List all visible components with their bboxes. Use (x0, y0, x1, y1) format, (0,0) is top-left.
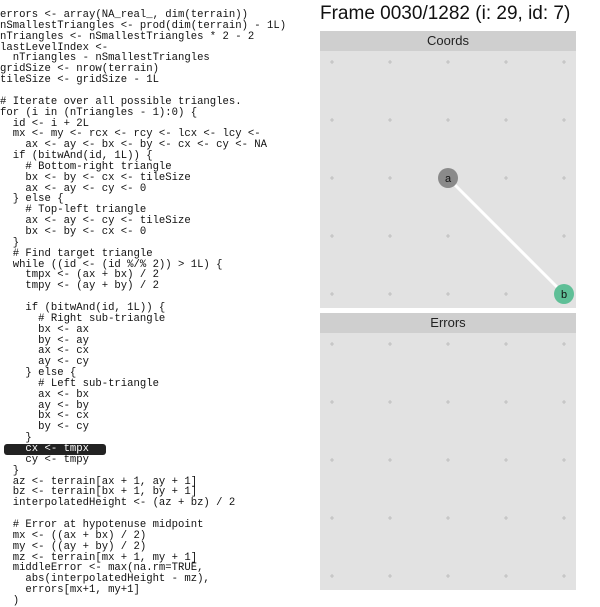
segment-a-b (448, 178, 564, 294)
grid-marker (330, 176, 334, 180)
grid-marker (562, 342, 566, 346)
grid-marker (562, 574, 566, 578)
grid-marker (330, 574, 334, 578)
grid-marker (504, 60, 508, 64)
code-line: tmpy <- (ay + by) / 2 (0, 280, 159, 293)
grid-marker (330, 234, 334, 238)
code-line: for (i in (nTriangles - 1):0) { (0, 106, 198, 119)
code-line: ax <- ay <- bx <- by <- cx <- cy <- NA (0, 139, 268, 152)
code-line: ay <- by (0, 399, 90, 412)
code-line: lastLevelIndex <- (0, 41, 109, 54)
grid-marker (388, 234, 392, 238)
code-line: az <- terrain[ax + 1, ay + 1] (0, 475, 198, 488)
grid-marker (330, 400, 334, 404)
grid-marker (504, 574, 508, 578)
code-line: bz <- terrain[bx + 1, by + 1] (0, 486, 198, 499)
code-line: bx <- ax (0, 323, 90, 336)
point-label-b: b (560, 289, 568, 301)
grid-marker (504, 342, 508, 346)
code-line: middleError <- max(na.rm=TRUE, (0, 562, 204, 575)
code-line: mz <- terrain[mx + 1, my + 1] (0, 551, 198, 564)
grid-marker (388, 400, 392, 404)
grid-marker (330, 458, 334, 462)
code-line: ax <- cx (0, 345, 90, 358)
code-line: # Error at hypotenuse midpoint (0, 518, 204, 531)
grid-marker (562, 60, 566, 64)
code-line: id <- i + 2L (0, 117, 90, 130)
code-line: # Right sub-triangle (0, 312, 166, 325)
grid-marker (388, 342, 392, 346)
grid-marker (504, 118, 508, 122)
grid-marker (446, 234, 450, 238)
grid-marker (388, 176, 392, 180)
code-line: tileSize <- gridSize - 1L (0, 74, 159, 87)
code-line: mx <- my <- rcx <- rcy <- lcx <- lcy <- (0, 128, 261, 141)
grid-marker (504, 176, 508, 180)
grid-marker (562, 458, 566, 462)
grid-marker (388, 458, 392, 462)
code-line: by <- ay (0, 334, 90, 347)
grid-marker (562, 118, 566, 122)
code-line: errors[mx+1, my+1] (0, 584, 140, 597)
grid-marker (562, 516, 566, 520)
code-line: cy <- tmpy (0, 453, 90, 466)
frame-title: Frame 0030/1282 (i: 29, id: 7) (320, 3, 571, 24)
grid-marker (504, 292, 508, 296)
code-line: # Iterate over all possible triangles. (0, 95, 242, 108)
code-line: interpolatedHeight <- (az + bz) / 2 (0, 497, 236, 510)
code-line: if (bitwAnd(id, 1L)) { (0, 301, 166, 314)
grid-marker (562, 400, 566, 404)
code-line: ax <- ay <- cy <- 0 (0, 182, 147, 195)
grid-marker (504, 458, 508, 462)
code-line: ax <- ay <- cy <- tileSize (0, 215, 191, 228)
code-line: mx <- ((ax + bx) / 2) (0, 529, 147, 542)
code-line: ay <- cy (0, 356, 90, 369)
code-line: tmpx <- (ax + bx) / 2 (0, 269, 159, 282)
coords-panel-title: Coords (320, 31, 576, 51)
grid-marker (330, 292, 334, 296)
code-line: nSmallestTriangles <- prod(dim(terrain) - 1L) (0, 19, 287, 32)
code-line: bx <- by <- cx <- tileSize (0, 171, 191, 184)
grid-marker (446, 292, 450, 296)
grid-marker (562, 176, 566, 180)
code-line: # Find target triangle (0, 247, 153, 260)
grid-marker (388, 574, 392, 578)
code-line: } (0, 464, 20, 477)
grid-marker (446, 60, 450, 64)
errors-panel (320, 313, 576, 590)
code-line: } else { (0, 367, 77, 380)
grid-marker (330, 516, 334, 520)
grid-marker (388, 60, 392, 64)
coords-panel (320, 31, 576, 308)
grid-marker (388, 118, 392, 122)
point-label-a: a (444, 173, 452, 185)
code-line: ) (0, 594, 20, 607)
code-line: } else { (0, 193, 64, 206)
grid-marker (330, 60, 334, 64)
code-line: errors <- array(NA_real_, dim(terrain)) (0, 9, 248, 21)
code-line: bx <- cx (0, 410, 90, 423)
code-line: cx <- tmpx (0, 443, 90, 455)
grid-marker (446, 400, 450, 404)
coords-plot (320, 51, 576, 308)
code-line: # Bottom-right triangle (0, 160, 172, 173)
code-line: abs(interpolatedHeight - mz), (0, 573, 210, 586)
code-line: nTriangles - nSmallestTriangles (0, 52, 210, 65)
grid-marker (562, 234, 566, 238)
code-listing (0, 9, 312, 607)
grid-marker (446, 516, 450, 520)
grid-marker (388, 292, 392, 296)
code-line: ax <- bx (0, 388, 90, 401)
grid-marker (388, 516, 392, 520)
code-line: bx <- by <- cx <- 0 (0, 226, 147, 238)
grid-marker (446, 574, 450, 578)
code-line: # Left sub-triangle (0, 377, 159, 390)
errors-panel-title: Errors (320, 313, 576, 333)
code-line: } (0, 432, 32, 445)
errors-plot (320, 333, 576, 590)
grid-marker (446, 458, 450, 462)
grid-marker (330, 342, 334, 346)
code-line: my <- ((ay + by) / 2) (0, 540, 147, 553)
code-line: if (bitwAnd(id, 1L)) { (0, 150, 153, 163)
code-line: while ((id <- (id %/% 2)) > 1L) { (0, 258, 223, 271)
code-line: } (0, 236, 20, 249)
grid-marker (330, 118, 334, 122)
grid-marker (446, 118, 450, 122)
code-line: by <- cy (0, 421, 90, 434)
grid-marker (504, 400, 508, 404)
code-line: nTriangles <- nSmallestTriangles * 2 - 2 (0, 30, 255, 43)
code-line: gridSize <- nrow(terrain) (0, 63, 159, 76)
grid-marker (504, 516, 508, 520)
code-line: # Top-left triangle (0, 204, 147, 217)
grid-marker (446, 342, 450, 346)
